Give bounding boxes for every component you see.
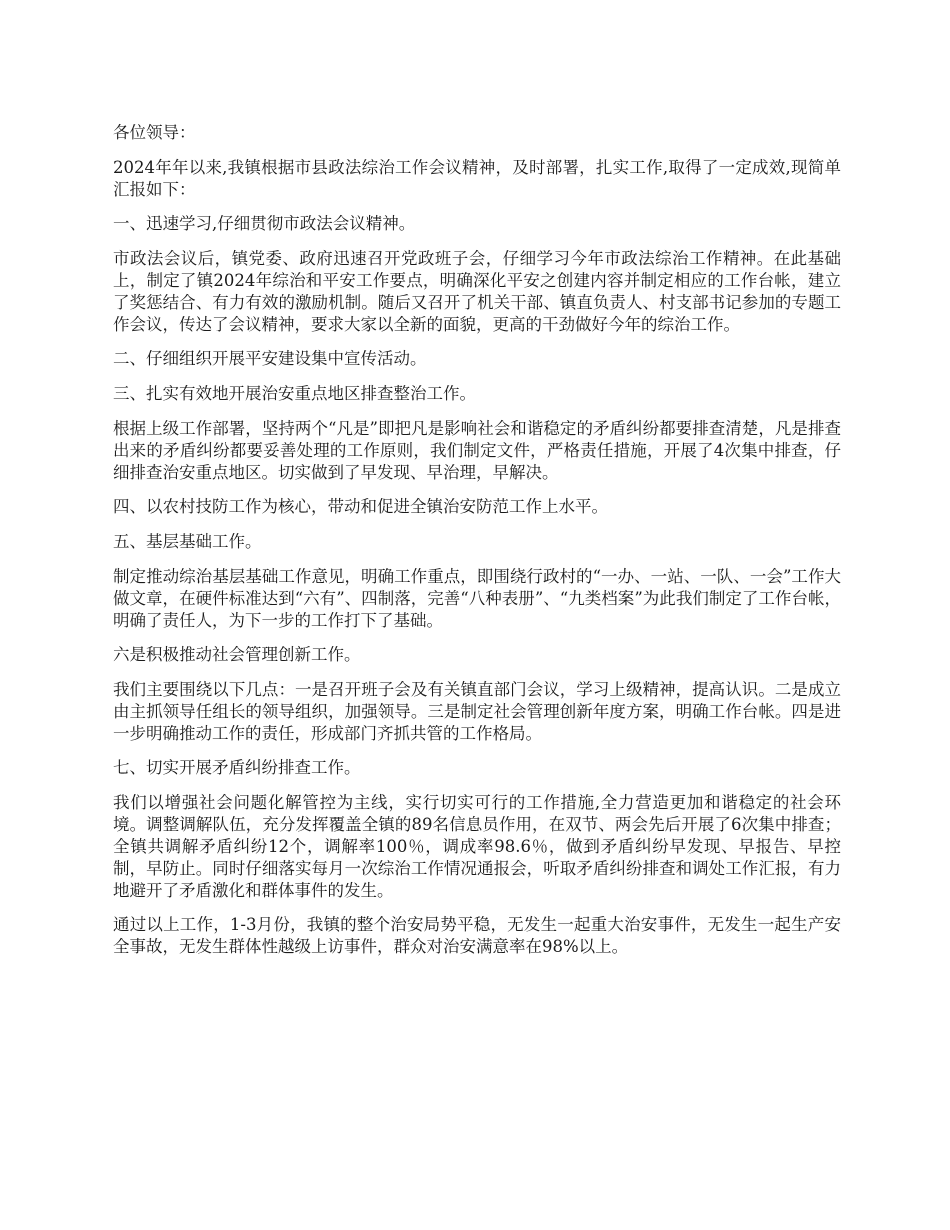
- body-paragraph-5: 制定推动综治基层基础工作意见，明确工作重点，即围绕行政村的“一办、一站、一队、一会”工作大做文章，在硬件标准达到“六有”、四制落，完善“八种表册”、“九类档案”为此我们制定了工作台帐，明确了责任人，为下一步的工作打下了基础。: [113, 567, 841, 630]
- body-paragraph-1: 市政法会议后，镇党委、政府迅速召开党政班子会，仔细学习今年市政法综治工作精神。在此基础上，制定了镇2024年综治和平安工作要点，明确深化平安之创建内容并制定相应的工作台帐，建立了奖惩结合、有力有效的激励机制。随后又召开了机关干部、镇直负责人、村支部书记参加的专题工作会议，传达了会议精神，要求大家以全新的面貌，更高的干劲做好今年的综治工作。: [113, 249, 841, 334]
- body-paragraph-7: 我们以增强社会问题化解管控为主线，实行切实可行的工作措施,全力营造更加和谐稳定的社会环境。调整调解队伍，充分发挥覆盖全镇的89名信息员作用，在双节、两会先后开展了6次集中排查；全镇共调解矛盾纠纷12个，调解率100％，调成率98.6％，做到矛盾纠纷早发现、早报告、早控制，早防止。同时仔细落实每月一次综治工作情况通报会，听取矛盾纠纷排查和调处工作汇报，有力地避开了矛盾激化和群体事件的发生。: [113, 793, 841, 900]
- conclusion-paragraph: 通过以上工作，1-3月份，我镇的整个治安局势平稳，无发生一起重大治安事件，无发生一起生产安全事故，无发生群体性越级上访事件，群众对治安满意率在98%以上。: [113, 915, 841, 956]
- section-heading-7: 七、切实开展矛盾纠纷排查工作。: [113, 758, 361, 777]
- section-heading-5: 五、基层基础工作。: [113, 532, 262, 551]
- intro-paragraph: 2024年年以来,我镇根据市县政法综治工作会议精神，及时部署，扎实工作,取得了一定成效,现简单汇报如下：: [113, 158, 841, 199]
- section-heading-4: 四、以农村技防工作为核心，带动和促进全镇治安防范工作上水平。: [113, 497, 608, 516]
- section-heading-3: 三、扎实有效地开展治安重点地区排查整治工作。: [113, 384, 476, 403]
- section-heading-2: 二、仔细组织开展平安建设集中宣传活动。: [113, 349, 427, 368]
- document-page: [113, 122, 841, 970]
- body-paragraph-6: 我们主要围绕以下几点：一是召开班子会及有关镇直部门会议，学习上级精神，提高认识。二是成立由主抓领导任组长的领导组织，加强领导。三是制定社会管理创新年度方案，明确工作台帐。四是进一步明确推动工作的责任，形成部门齐抓共管的工作格局。: [113, 680, 841, 743]
- section-heading-1: 一、迅速学习,仔细贯彻市政法会议精神。: [113, 214, 416, 233]
- body-paragraph-3: 根据上级工作部署，坚持两个“凡是”即把凡是影响社会和谐稳定的矛盾纠纷都要排查清楚，凡是排查出来的矛盾纠纷都要妥善处理的工作原则，我们制定文件，严格责任措施，开展了4次集中排查，仔细排查治安重点地区。切实做到了早发现、早治理，早解决。: [113, 419, 841, 482]
- section-heading-6: 六是积极推动社会管理创新工作。: [113, 645, 361, 664]
- greeting: 各位领导：: [113, 123, 196, 142]
